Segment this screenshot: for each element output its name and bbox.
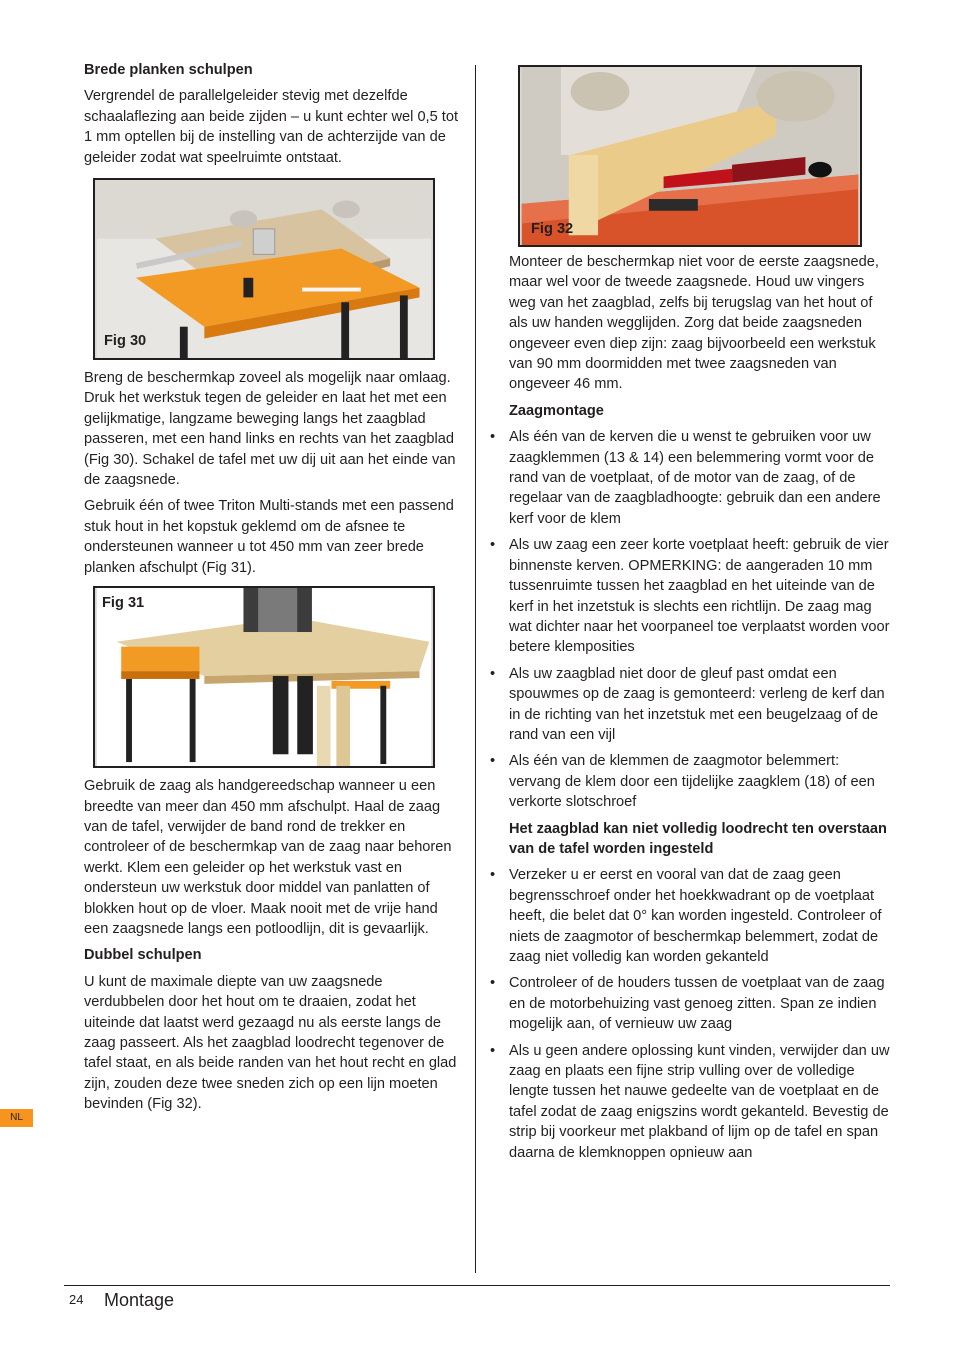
page-number: 24 (69, 1292, 84, 1307)
left-column (84, 60, 466, 1121)
bullet-list-zaagmontage (509, 427, 893, 812)
figure-31 (93, 586, 435, 768)
column-divider (475, 65, 476, 1273)
paragraph: Gebruik één of twee Triton Multi-stands met een passend stuk hout in het kopstuk geklemd om de afsnee te ondersteunen wanneer u tot 450 mm van zeer brede planken afschulpt (Fig 31). (84, 498, 454, 576)
fig30-label: Fig 30 (104, 333, 147, 350)
figure-32 (518, 65, 862, 247)
paragraph: U kunt de maximale diepte van uw zaagsnede verdubbelen door het hout om te draaien, zodat het uiteinde dat laatst werd gezaagd nu als eerste langs de zaag passeert. Als het zaagblad loodrecht tegenover de tafel staat, en als beide randen van het hout recht en glad zijn, zouden deze twee sneden zich op een lijn moeten bevinden (Fig 32). (84, 973, 457, 1113)
heading-zaagmontage: Zaagmontage (509, 402, 604, 419)
fig31-illustration (95, 588, 433, 766)
footer-rule (64, 1285, 890, 1286)
paragraph: Vergrendel de parallelgeleider stevig met dezelfde schaalaflezing aan beide zijden – u kunt echter wel 0,5 tot 1 mm optellen bij de instelling van de achterzijde van de geleider zodat wat speelruimte ontstaat. (84, 88, 459, 166)
paragraph: Monteer de beschermkap niet voor de eerste zaagsnede, maar wel voor de tweede zaagsnede. Houd uw vingers weg van het zaagblad, zelfs bij terugslag van het hout of als uw handen wegglijden. Zorg dat beide zaagsneden ongeveer even diep zijn: zaag bijvoorbeeld een werkstuk van 90 mm doormidden met twee zaagsneden van ongeveer 46 mm. (509, 254, 879, 393)
list-item: • Als één van de klemmen de zaagmotor belemmert: vervang de klem door een tijdelijke zaagklem (18) of een verkorte slotschroef (509, 751, 893, 812)
list-item: • Controleer of de houders tussen de voetplaat van de zaag en de motorbehuizing vast genoeg zitten. Span ze indien mogelijk aan, of vernieuw uw zaag (509, 973, 893, 1034)
list-item: • Als uw zaag een zeer korte voetplaat heeft: gebruik de vier binnenste kerven. OPMERKING: de aangeraden 10 mm tussenruimte tussen het zaagblad en het uiteinde van de kerf in het inzetstuk is slechts een richtlijn. De zaag mag wat dichter naar het voorpaneel toe verplaatst worden voor betere klemposities (509, 535, 893, 657)
list-item: • Als u geen andere oplossing kunt vinden, verwijder dan uw zaag en plaats een fijne strip vulling over de volledige lengte tussen het nauwe gedeelte van de voetplaat en de tafel zodat de zaag enigszins wordt gekanteld. Bevestig de strip bij voorkeur met plakband of lijm op de tafel en span daarna de klemknoppen opnieuw aan (509, 1041, 893, 1163)
heading-brede-planken: Brede planken schulpen (84, 62, 253, 78)
right-column (509, 65, 893, 1169)
fig32-label: Fig 32 (531, 221, 574, 237)
section-title: Montage (104, 1290, 175, 1310)
list-item: • Als één van de kerven die u wenst te gebruiken voor uw zaagklemmen (13 & 14) een belemmering vormt voor de rand van de voetplaat, of de motor van de zaag, of de regelaar van de zaagbladhoogte: gebruik dan een andere kerf voor de klem (509, 427, 893, 529)
figure-30 (93, 178, 435, 360)
heading-loodrecht: Het zaagblad kan niet volledig loodrecht ten overstaan van de tafel worden ingesteld (509, 820, 887, 857)
list-item: • Verzeker u er eerst en vooral van dat de zaag geen begrensschroef onder het hoekkwadrant op de voetplaat heeft, die belet dat 0° kan worden ingesteld. Controleer of niets de zaagmotor of beschermkap belemmert, zodat de zaag niet volledig kan worden gekanteld (509, 865, 893, 967)
paragraph: Gebruik de zaag als handgereedschap wanneer u een breedte van meer dan 450 mm afschulpt. Haal de zaag van de tafel, verwijder de band rond de trekker en controleer of de beschermkap van de zaag naar behoren werkt. Klem een geleider op het werkstuk vast en ondersteun uw werkstuk door middel van panlatten of blokken hout op de vloer. Maak nooit met de vrije hand een zaagsnede langs een potloodlijn, dit is gevaarlijk. (84, 778, 452, 937)
list-item: • Als uw zaagblad niet door de gleuf past omdat een spouwmes op de zaag is gemonteerd: verleng de kerf dan in de richting van het inzetstuk met een beugelzaag of de rand van een vijl (509, 664, 893, 746)
paragraph: Breng de beschermkap zoveel als mogelijk naar omlaag. Druk het werkstuk tegen de geleider en laat het met een gelijkmatige, langzame beweging langs het zaagblad passeren, met een hand links en rechts van het zaagblad (Fig 30). Schakel de tafel met uw dij uit aan het einde van de zaagsnede. (84, 370, 456, 489)
bullet-list-loodrecht (509, 865, 893, 1163)
heading-dubbel-schulpen: Dubbel schulpen (84, 947, 202, 964)
fig31-label: Fig 31 (102, 595, 145, 612)
language-tab: NL (0, 1109, 33, 1127)
